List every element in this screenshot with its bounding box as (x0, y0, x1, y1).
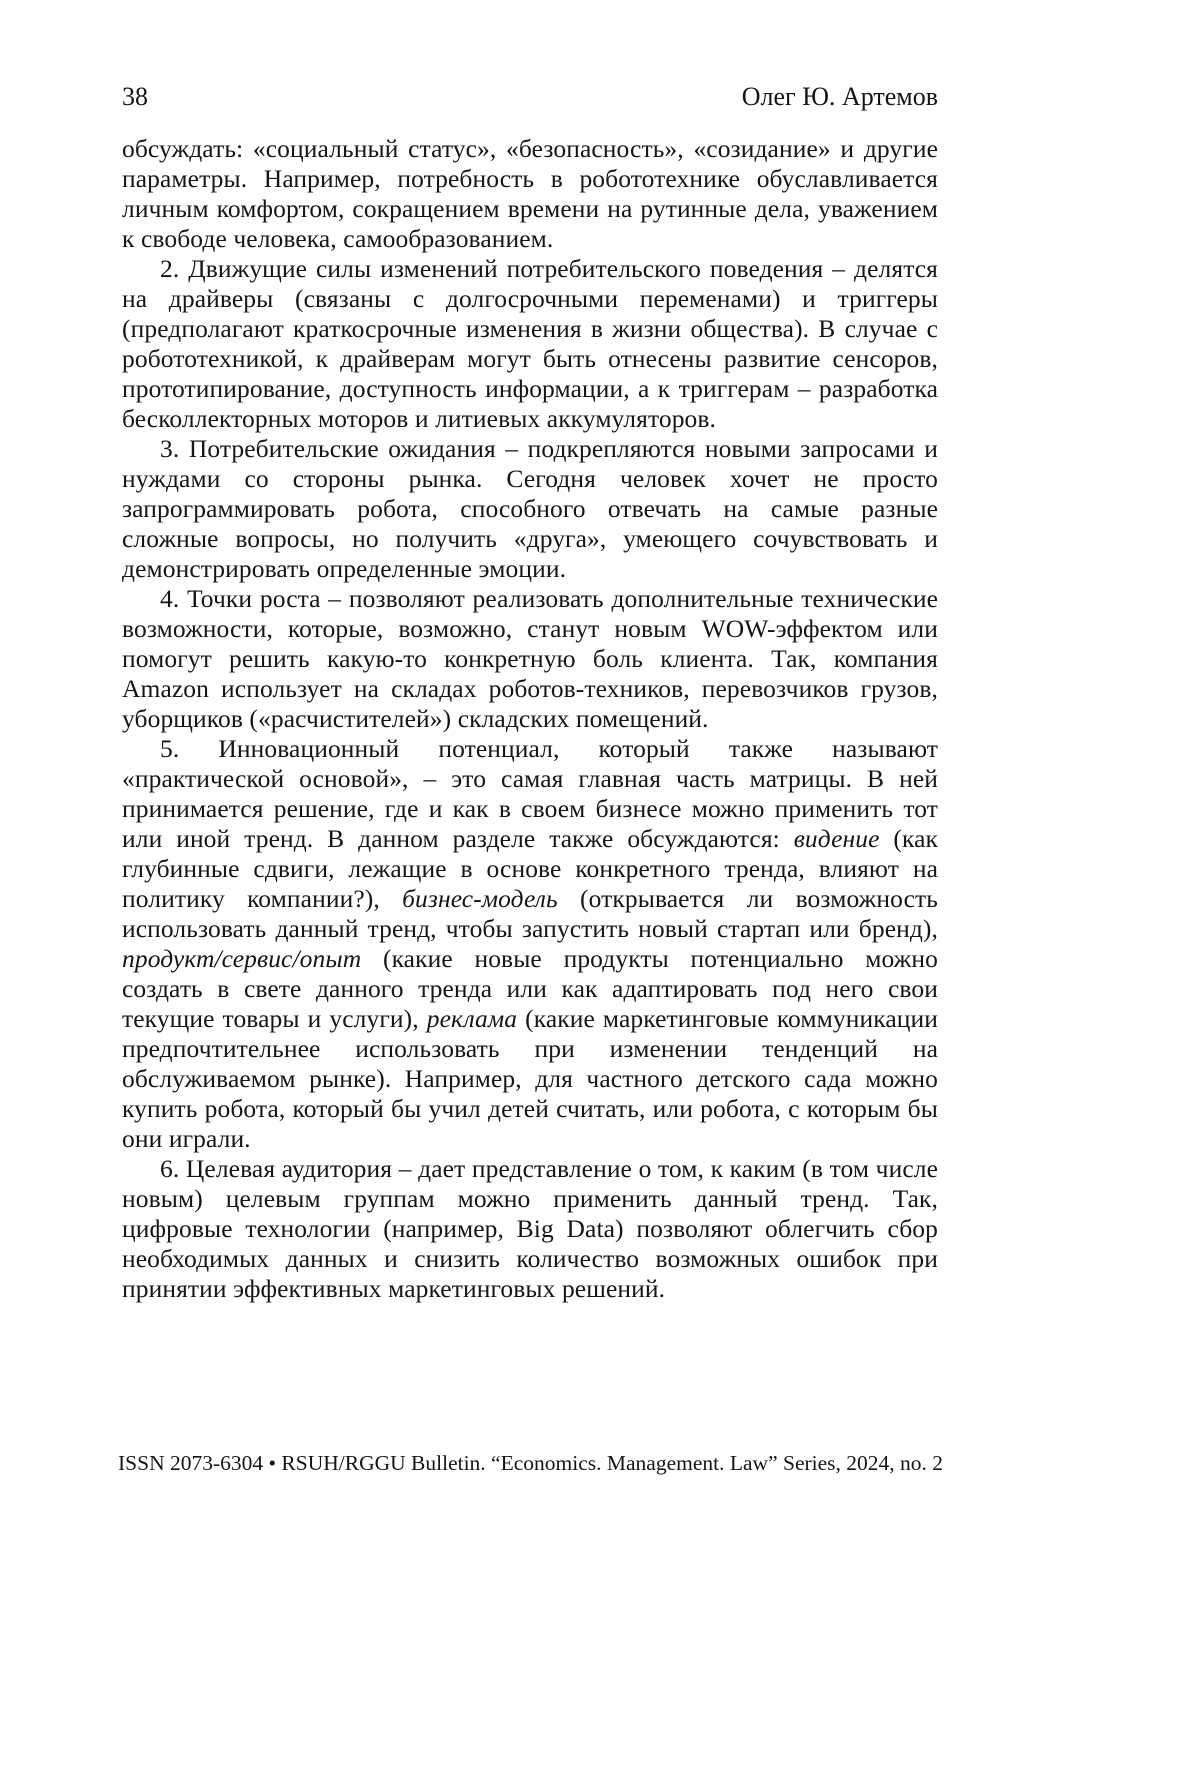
running-header (122, 82, 938, 112)
text-run: (какие новые продукты потенциально можно создать в свете данного тренда или как адаптировать под него свои текущие товары и услуги), (122, 944, 938, 1033)
text-run: 2. Движущие силы изменений потребительского поведения – делятся на драйверы (связаны с долгосрочными переменами) и триггеры (предполагают краткосрочные изменения в жизни общества). В случае с робототехникой, к драйверам могут быть отнесены развитие сенсоров, прототипирование, доступность информации, а к триггерам – разработка бесколлекторных моторов и литиевых аккумуляторов. (122, 254, 938, 433)
page-body (122, 134, 938, 1304)
text-run: 6. Целевая аудитория – дает представление о том, к каким (в том числе новым) целевым группам можно применить данный тренд. Так, цифровые технологии (например, Big Data) позволяют облегчить сбор необходимых данных и снизить количество возможных ошибок при принятии эффективных маркетинговых решений. (122, 1154, 938, 1303)
text-run: (открывается ли возможность использовать данный тренд, чтобы запустить новый стартап или бренд), (122, 884, 939, 943)
footer-issn-line: ISSN 2073-6304 • RSUH/RGGU Bulletin. “Economics. Management. Law” Series, 2024, no. 2 (118, 1451, 944, 1475)
paragraph (122, 1154, 938, 1304)
text-run: обсуждать: «социальный статус», «безопасность», «созидание» и другие параметры. Например, потребность в робототехнике обуславливается личным комфортом, сокращением времени на рутинные дела, уважением к свободе человека, самообразованием. (122, 134, 938, 253)
page-number: 38 (122, 82, 148, 111)
italic-term: бизнес-модель (402, 884, 558, 913)
paragraph (122, 134, 938, 254)
italic-term: видение (793, 824, 880, 853)
italic-term: реклама (426, 1004, 518, 1033)
italic-term: продукт/сервис/опыт (122, 944, 362, 973)
paragraph (122, 254, 938, 434)
running-head-author: Олег Ю. Артемов (741, 82, 938, 111)
paragraph (122, 434, 938, 584)
text-run: 5. Инновационный потенциал, который также называют «практической основой», – это самая главная часть матрицы. В ней принимается решение, где и как в своем бизнесе можно применить тот или иной тренд. В данном разделе также обсуждаются: (122, 734, 938, 853)
text-run: 4. Точки роста – позволяют реализовать дополнительные технические возможности, которые, возможно, станут новым WOW-эффектом или помогут решить какую-то конкретную боль клиента. Так, компания Amazon использует на складах роботов-техников, перевозчиков грузов, уборщиков («расчистителей») складских помещений. (122, 584, 938, 733)
paragraph (122, 584, 938, 734)
text-run: (как глубинные сдвиги, лежащие в основе конкретного тренда, влияют на политику компании?), (122, 824, 939, 913)
text-run: (какие маркетинговые коммуникации предпочтительнее использовать при изменении тенденций на обслуживаемом рынке). Например, для частного детского сада можно купить робота, который бы учил детей считать, или робота, с которым бы они играли. (122, 1004, 938, 1153)
paragraph (122, 734, 938, 1154)
text-run: 3. Потребительские ожидания – подкрепляются новыми запросами и нуждами со стороны рынка. Сегодня человек хочет не просто запрограммировать робота, способного отвечать на самые разные сложные вопросы, но получить «друга», умеющего сочувствовать и демонстрировать определенные эмоции. (122, 434, 938, 583)
